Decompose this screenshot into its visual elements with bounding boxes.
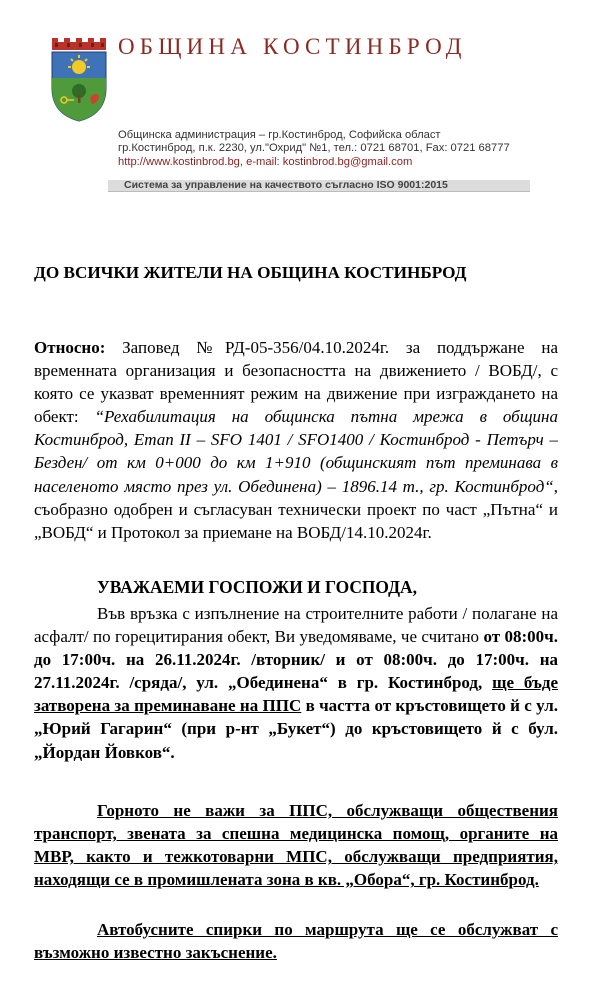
subject-paragraph	[34, 336, 558, 544]
notice-closure: ще бъде затворена за преминаване на ППС	[34, 673, 558, 716]
iso-text: Система за управление на качеството съгласно ISO 9001:2015	[124, 179, 448, 191]
subject-text-1: Заповед №РД-05-356/04.10.2024г. за поддържане на временната организация и безопасността на движението / ВОБД/, с която се указват временният режим на движение при изграждането на обект:	[34, 338, 558, 427]
subject-object: “Рехабилитация на общинска пътна мрежа в община Костинброд, Етап II – SFO 1401 / SFO1400 / Костинброд - Петърч – Безден/ от км 0+000 до км 1+910 (общинският път преминава в населеното място през ул. Обединена) – 1896.14 т., гр. Костинброд“	[34, 407, 558, 496]
buses-paragraph	[34, 918, 558, 964]
exception-text: Горното не важи за ППС, обслужващи обществения транспорт, звената за спешна медицинска помощ, органите на МВР, както и тежкотоварни МПС, обслужващи предприятия, находящи се в промишлената зона в кв. „Обора“, гр. Костинброд.	[34, 801, 558, 890]
addressee-heading: ДО ВСИЧКИ ЖИТЕЛИ НА ОБЩИНА КОСТИНБРОД	[34, 263, 467, 282]
subject-text-2: , съобразно одобрен и съгласуван технически проект по част „Пътна“ и „ВОБД“ и Протокол за приемане на ВОБД/14.10.2024г.	[34, 476, 558, 542]
website-email-links[interactable]: http://www.kostinbrod.bg, e-mail: kostinbrod.bg@gmail.com	[118, 155, 413, 168]
organization-name: ОБЩИНА КОСТИНБРОД	[118, 34, 467, 59]
notice-paragraph	[34, 602, 558, 764]
buses-text: Автобусните спирки по маршрута ще се обслужват с възможно известно закъснение.	[34, 920, 558, 963]
municipal-coat-of-arms-icon	[50, 36, 108, 122]
notice-text: Във връзка с изпълнение на строителните работи / полагане на асфалт/ по горецитирания обект, Ви уведомяваме, че считано	[34, 604, 558, 647]
notice-dates: от 08:00ч. до 17:00ч. на 26.11.2024г. /вторник/ и от 08:00ч. до 17:00ч. на 27.11.2024г. /сряда/, ул. „Обединена“ в гр. Костинброд,	[34, 627, 558, 693]
address-line: гр.Костинброд, п.к. 2230, ул."Охрид" №1, тел.: 0721 68701, Fax: 0721 68777	[118, 142, 510, 155]
contact-block	[118, 129, 510, 169]
exception-paragraph	[34, 799, 558, 891]
web-email-line	[118, 156, 510, 169]
notice-section: в частта от кръстовището й с ул. „Юрий Гагарин“ (при р-нт „Букет“) до кръстовището й с бул. „Йордан Йовков“.	[34, 696, 558, 762]
admin-line: Общинска администрация – гр.Костинброд, Софийска област	[118, 129, 441, 141]
subject-label: Относно:	[34, 338, 106, 357]
greeting: УВАЖАЕМИ ГОСПОЖИ И ГОСПОДА,	[97, 577, 417, 597]
